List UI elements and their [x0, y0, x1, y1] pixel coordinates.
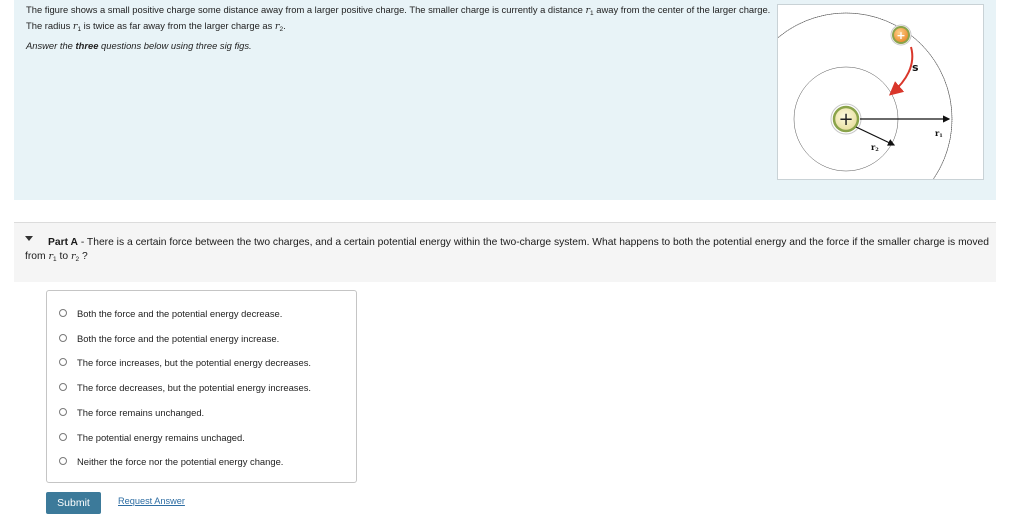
r1-label: r1	[935, 128, 943, 139]
option-label: Both the force and the potential energy increase.	[77, 332, 280, 344]
part-a-qmark: ?	[79, 251, 88, 262]
radio-button[interactable]	[59, 309, 67, 317]
part-a-to: to	[56, 251, 71, 262]
r1-orbit	[778, 13, 952, 179]
path-label: s	[912, 61, 919, 74]
charge-figure	[777, 4, 984, 180]
radio-button[interactable]	[59, 383, 67, 391]
intro-text-part: away from the center of the larger charge. The radius	[26, 4, 771, 31]
option-6[interactable]	[59, 429, 245, 445]
intro-text	[26, 4, 776, 36]
var-r: r	[70, 251, 76, 262]
path-arrow	[892, 47, 912, 93]
part-a-dash: -	[77, 237, 87, 248]
var-subscript: 2	[279, 26, 284, 33]
part-a-question	[25, 236, 990, 267]
r1-orbit-line	[778, 13, 952, 179]
instruction-part: Answer the	[26, 40, 76, 51]
radio-button[interactable]	[59, 433, 67, 441]
radio-button[interactable]	[59, 334, 67, 342]
option-7[interactable]	[59, 453, 283, 469]
option-1[interactable]	[59, 305, 282, 321]
intro-text-part: is twice as far away from the larger charge as	[81, 20, 275, 31]
option-label: The force increases, but the potential energy decreases.	[77, 356, 311, 368]
answer-options	[46, 290, 357, 483]
part-a-question-text: There is a certain force between the two charges, and a certain potential energy within the two-charge system. What happens to both the potential energy and the force if the smaller charge is moved from	[25, 237, 989, 262]
charge-diagram	[778, 5, 983, 179]
radio-button[interactable]	[59, 358, 67, 366]
var-subscript: 1	[590, 10, 594, 17]
var-subscript: 2	[75, 256, 80, 263]
part-a-label: Part A	[48, 237, 78, 248]
option-3[interactable]	[59, 354, 311, 370]
submit-button[interactable]: Submit	[46, 492, 101, 514]
request-answer-link[interactable]: Request Answer	[118, 496, 185, 506]
var-r: r	[48, 251, 54, 262]
option-label: Both the force and the potential energy decrease.	[77, 307, 283, 319]
instruction-emphasis: three	[75, 40, 99, 51]
intro-text-part: The figure shows a small positive charge some distance away from a larger positive charge. The smaller charge is currently a distance	[26, 4, 586, 15]
intro-panel	[14, 0, 996, 200]
r2-label: r2	[871, 142, 879, 153]
instruction-part: questions below using three sig figs.	[98, 40, 252, 51]
option-5[interactable]	[59, 404, 204, 420]
small-charge-sign: +	[896, 29, 906, 42]
radio-button[interactable]	[59, 457, 67, 465]
var-subscript: 1	[53, 256, 57, 263]
option-label: The force remains unchanged.	[77, 406, 205, 418]
var-r: r	[274, 21, 280, 32]
option-2[interactable]	[59, 330, 279, 346]
option-label: The potential energy remains unchaged.	[77, 431, 245, 443]
option-4[interactable]	[59, 379, 311, 395]
radio-button[interactable]	[59, 408, 67, 416]
var-r: r	[72, 21, 78, 32]
large-charge-sign: +	[838, 109, 854, 130]
option-label: Neither the force nor the potential energy change.	[77, 455, 284, 467]
instruction-text	[26, 40, 252, 51]
option-label: The force decreases, but the potential energy increases.	[77, 381, 311, 393]
intro-text-part: .	[283, 20, 286, 31]
var-subscript: 1	[77, 26, 82, 33]
part-a-header[interactable]	[14, 222, 996, 282]
var-r: r	[585, 5, 591, 16]
